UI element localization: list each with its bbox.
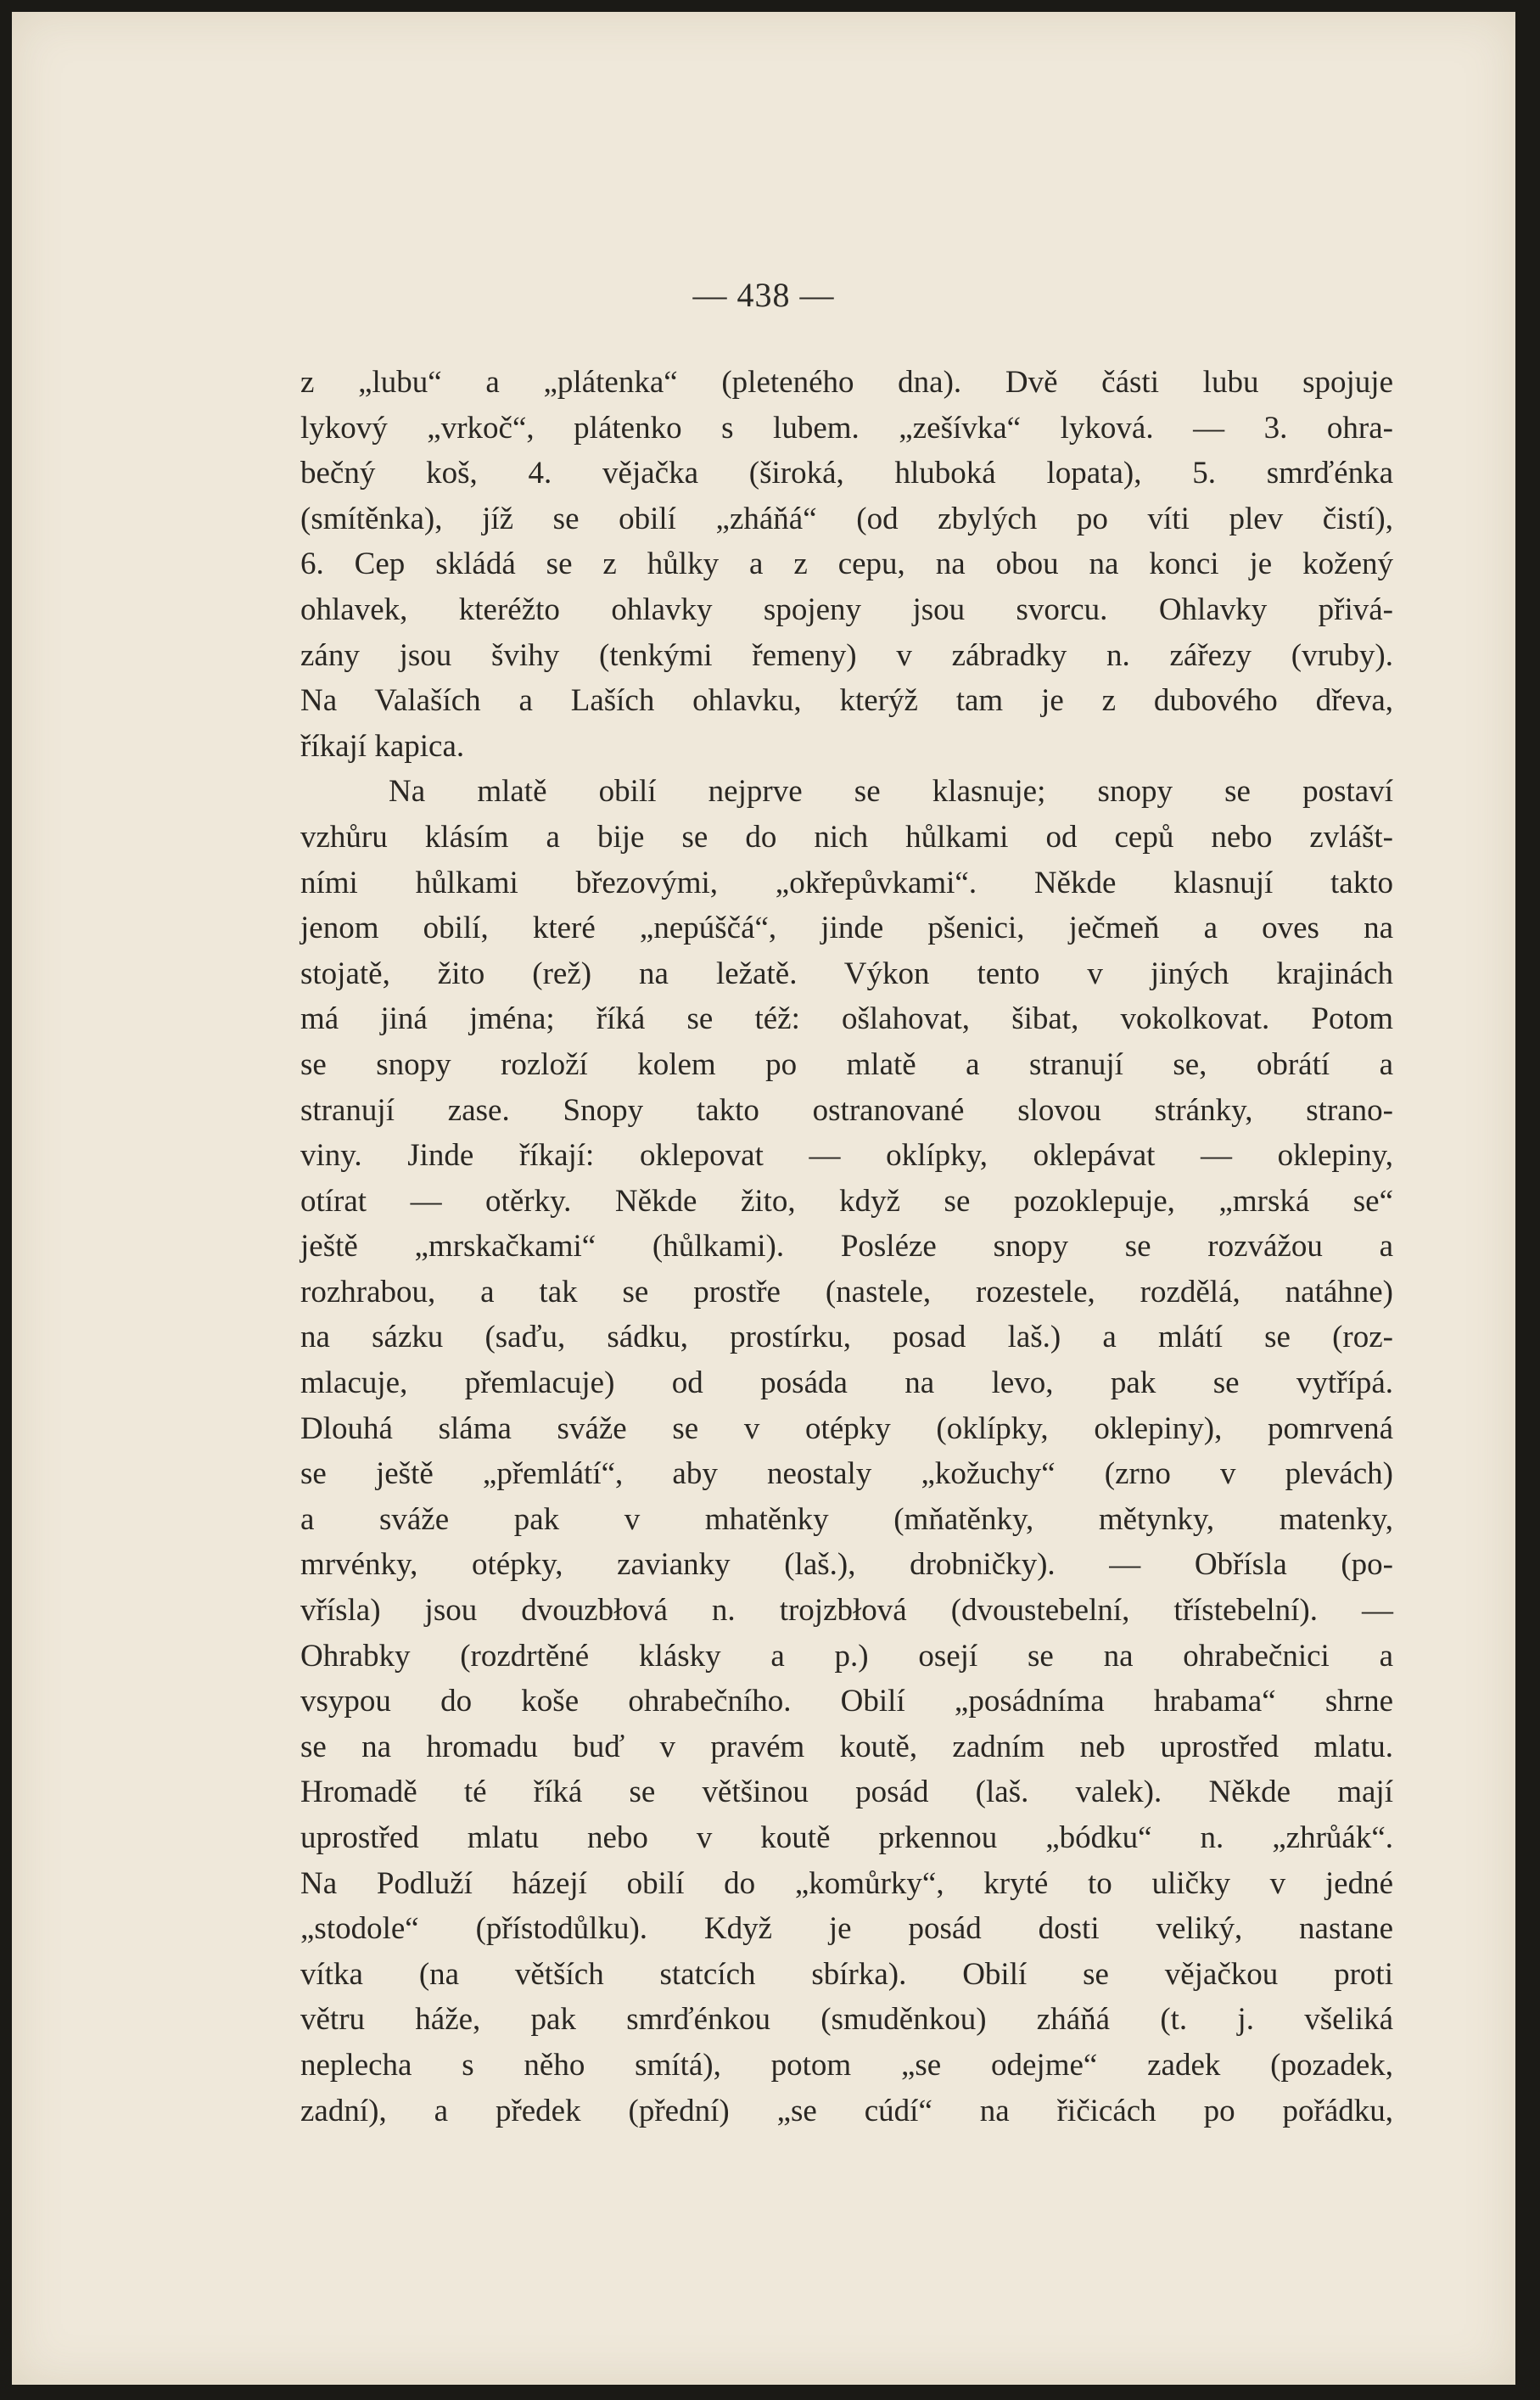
text-line: ohlavek, kteréžto ohlavky spojeny jsou svorcu. Ohlavky přivá- <box>300 592 1393 627</box>
text-line: Ohrabky (rozdrtěné klásky a p.) osejí se na ohrabečnici a <box>300 1638 1393 1674</box>
text-line: uprostřed mlatu nebo v koutě prkennou „bódku“ n. „zhrůák“. <box>300 1820 1393 1855</box>
text-line: říkají kapica. <box>300 728 465 764</box>
text-line: Na Podluží házejí obilí do „komůrky“, kryté to uličky v jedné <box>300 1865 1393 1901</box>
text-line: lykový „vrkoč“, plátenko s lubem. „zešívka“ lyková. — 3. ohra- <box>300 410 1393 446</box>
text-line: rozhrabou, a tak se prostře (nastele, rozestele, rozdělá, natáhne) <box>300 1274 1393 1309</box>
text-line: se na hromadu buď v pravém koutě, zadním neb uprostřed mlatu. <box>300 1729 1393 1764</box>
text-line: Dlouhá sláma sváže se v otépky (oklípky, oklepiny), pomrvená <box>300 1410 1393 1446</box>
text-line: vítka (na větších statcích sbírka). Obilí se vějačkou proti <box>300 1956 1393 1992</box>
text-line: neplecha s něho smítá), potom „se odejme“ zadek (pozadek, <box>300 2047 1393 2083</box>
body-text <box>300 360 1393 2134</box>
text-line: a sváže pak v mhatěnky (mňatěnky, mětynky, matenky, <box>300 1501 1393 1537</box>
text-line: Na Valaších a Laších ohlavku, kterýž tam je z dubového dřeva, <box>300 683 1393 719</box>
text-line: má jiná jména; říká se též: ošlahovat, šibat, vokolkovat. Potom <box>300 1001 1393 1037</box>
text-line: vzhůru klásím a bije se do nich hůlkami od cepů nebo zvlášt- <box>300 819 1393 855</box>
text-line: otírat — otěrky. Někde žito, když se pozoklepuje, „mrská se“ <box>300 1183 1393 1219</box>
text-line: ními hůlkami březovými, „okřepůvkami“. Někde klasnují takto <box>300 865 1393 900</box>
text-line: bečný koš, 4. vějačka (široká, hluboká lopata), 5. smrďénka <box>300 456 1393 491</box>
text-line: ještě „mrskačkami“ (hůlkami). Posléze snopy se rozvážou a <box>300 1229 1393 1264</box>
text-line: z „lubu“ a „plátenka“ (pleteného dna). Dvě části lubu spojuje <box>300 365 1393 400</box>
text-line: vsypou do koše ohrabečního. Obilí „posádníma hrabama“ shrne <box>300 1684 1393 1719</box>
text-line: „stodole“ (přístodůlku). Když je posád dosti veliký, nastane <box>300 1911 1393 1947</box>
text-line: Na mlatě obilí nejprve se klasnuje; snopy se postaví <box>389 774 1393 810</box>
text-line: na sázku (saďu, sádku, prostírku, posad laš.) a mlátí se (roz- <box>300 1320 1393 1355</box>
book-page <box>12 12 1515 2385</box>
text-line: viny. Jinde říkají: oklepovat — oklípky, oklepávat — oklepiny, <box>300 1138 1393 1174</box>
text-line: 6. Cep skládá se z hůlky a z cepu, na obou na konci je kožený <box>300 547 1393 582</box>
text-line: Hromadě té říká se většinou posád (laš. valek). Někde mají <box>300 1775 1393 1810</box>
text-line: se snopy rozloží kolem po mlatě a stranují se, obrátí a <box>300 1046 1393 1082</box>
text-line: zadní), a předek (přední) „se cúdí“ na řičicách po pořádku, <box>300 2093 1393 2128</box>
text-line: mlacuje, přemlacuje) od posáda na levo, pak se vytřípá. <box>300 1365 1393 1401</box>
text-line: mrvénky, otépky, zavianky (laš.), drobničky). — Obřísla (po- <box>300 1547 1393 1583</box>
text-line: zány jsou švihy (tenkými řemeny) v zábradky n. zářezy (vruby). <box>300 637 1393 673</box>
text-line: větru háže, pak smrďénkou (smuděnkou) zháňá (t. j. všeliká <box>300 2002 1393 2038</box>
text-line: (smítěnka), jíž se obilí „zháňá“ (od zbylých po víti plev čistí), <box>300 501 1393 536</box>
text-line: se ještě „přemlátí“, aby neostaly „kožuchy“ (zrno v plevách) <box>300 1456 1393 1492</box>
text-line: vřísla) jsou dvouzbłová n. trojzbłová (dvoustebelní, třístebelní). — <box>300 1593 1393 1629</box>
text-line: stranují zase. Snopy takto ostranované slovou stránky, strano- <box>300 1092 1393 1128</box>
page-number: — 438 — <box>692 276 835 314</box>
text-line: jenom obilí, které „nepúščá“, jinde pšenici, ječmeň a oves na <box>300 911 1393 946</box>
text-line: stojatě, žito (rež) na ležatě. Výkon tento v jiných krajinách <box>300 956 1393 991</box>
